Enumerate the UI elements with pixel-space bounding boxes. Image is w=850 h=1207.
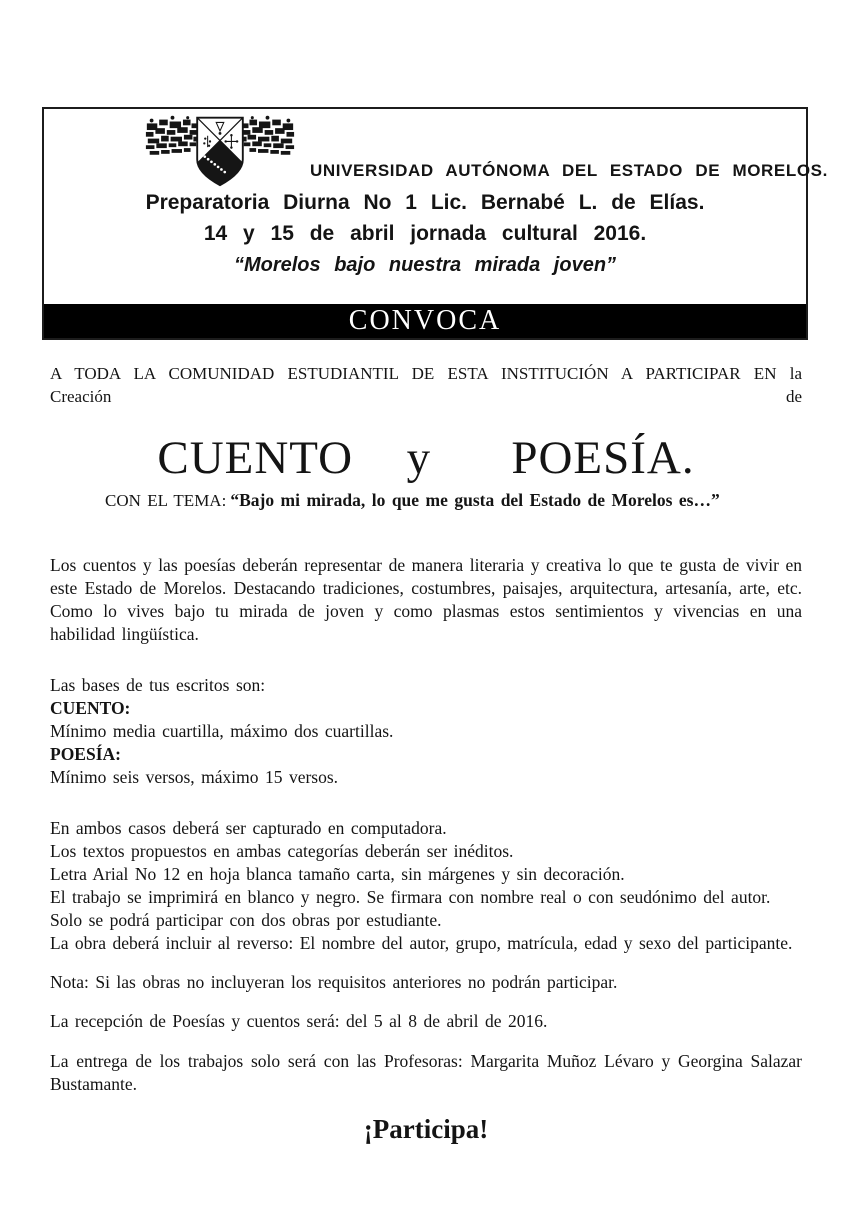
rule-line: En ambos casos deberá ser capturado en computadora. bbox=[50, 818, 447, 838]
description-paragraph: Los cuentos y las poesías deberán representar de manera literaria y creativa lo que te gusta de vivir en este Estado de Morelos. Destacando tradiciones, costumbres, paisajes, arquitectura, artesanía, arte, etc. Como lo vives bajo tu mirada de joven y como plasmas estos sentimientos y vivencias en una habilidad lingüística. bbox=[50, 555, 802, 644]
participa-cta: ¡Participa! bbox=[363, 1114, 489, 1144]
school-name: Preparatoria Diurna No 1 Lic. Bernabé L. de Elías. bbox=[145, 191, 705, 214]
theme-prefix: CON EL TEMA: bbox=[105, 491, 227, 510]
rule-line: Los textos propuestos en ambas categorías deberán ser inéditos. bbox=[50, 841, 514, 861]
theme-quote: “Bajo mi mirada, lo que me gusta del Estado de Morelos es…” bbox=[230, 490, 720, 510]
rule-line: El trabajo se imprimirá en blanco y negro. Se firmara con nombre real o con seudónimo del autor. bbox=[50, 887, 771, 907]
university-title: UNIVERSIDAD AUTÓNOMA DEL ESTADO DE MORELOS. bbox=[310, 161, 828, 180]
main-title: CUENTO y POESÍA. bbox=[157, 432, 695, 484]
bases-section bbox=[50, 674, 802, 789]
logo-row bbox=[44, 112, 828, 188]
cuento-label: CUENTO: bbox=[50, 698, 131, 718]
event-slogan: “Morelos bajo nuestra mirada joven” bbox=[233, 254, 617, 276]
rule-line: Letra Arial No 12 en hoja blanca tamaño carta, sin márgenes y sin decoración. bbox=[50, 864, 625, 884]
header-inner bbox=[44, 109, 828, 304]
theme-line bbox=[105, 489, 802, 512]
uaem-coat-of-arms-icon bbox=[144, 112, 296, 188]
convoca-label: CONVOCA bbox=[348, 305, 502, 336]
reception-line: La recepción de Poesías y cuentos será: del 5 al 8 de abril de 2016. bbox=[50, 1011, 548, 1031]
event-date-line: 14 y 15 de abril jornada cultural 2016. bbox=[203, 222, 647, 245]
poesia-rule: Mínimo seis versos, máximo 15 versos. bbox=[50, 767, 339, 787]
bases-intro: Las bases de tus escritos son: bbox=[50, 675, 266, 695]
header-box bbox=[42, 107, 828, 340]
rule-line: Solo se podrá participar con dos obras por estudiante. bbox=[50, 910, 442, 930]
document-body bbox=[0, 362, 850, 1144]
convoca-banner bbox=[44, 304, 806, 338]
rules-section bbox=[50, 817, 802, 955]
document-page bbox=[0, 107, 850, 1207]
poesia-label: POESÍA: bbox=[50, 744, 121, 764]
intro-line: A TODA LA COMUNIDAD ESTUDIANTIL DE ESTA INSTITUCIÓN A PARTICIPAR EN la Creación de bbox=[50, 364, 802, 406]
rule-line: La obra deberá incluir al reverso: El nombre del autor, grupo, matrícula, edad y sexo del participante. bbox=[50, 933, 793, 953]
nota-line: Nota: Si las obras no incluyeran los requisitos anteriores no podrán participar. bbox=[50, 972, 618, 992]
delivery-line: La entrega de los trabajos solo será con las Profesoras: Margarita Muñoz Lévaro y Georgina Salazar Bustamante. bbox=[50, 1051, 802, 1094]
cuento-rule: Mínimo media cuartilla, máximo dos cuartillas. bbox=[50, 721, 394, 741]
